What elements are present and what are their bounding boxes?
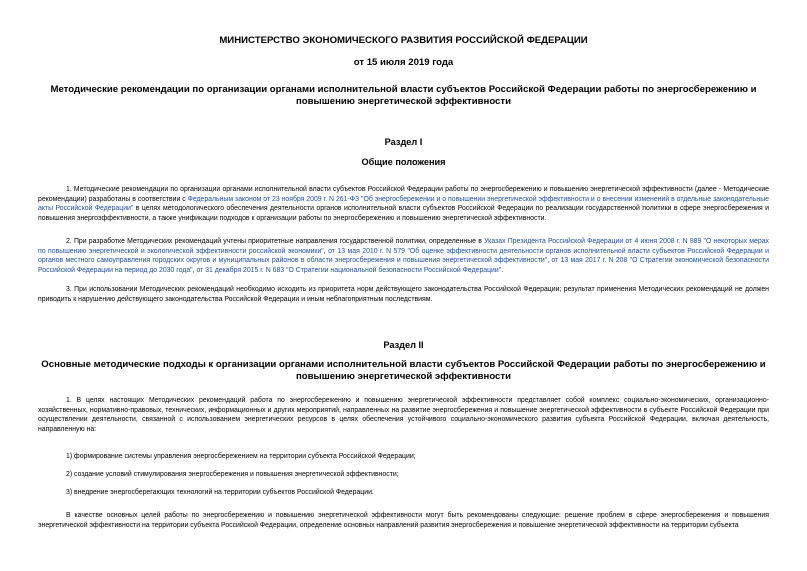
document-date: от 15 июля 2019 года (353, 57, 454, 68)
paragraph-text: , (547, 257, 552, 265)
list-item-3 (38, 488, 769, 498)
paragraph-text: 3. При использовании Методических рекомендаций необходимо исходить из приоритета норм действующего законодательства Российской Федерации; результат применения Методических рекомендаций не должен приводить к нарушению действующего законодательства Российской Федерации и иным неблагоприятным последствиям. (38, 286, 769, 303)
paragraph-text: 2) создание условий стимулирования энергосбережения и повышения энергетической эффективности; (66, 471, 399, 478)
paragraph-text: 3) внедрение энергосберегающих технологий на территории субъектов Российской Федерации. (66, 489, 374, 496)
paragraph-text: 1. В целях настоящих Методических рекомендаций работа по энергосбережению и повышению энергетической эффективности представляет собой комплекс социально-экономических, организационно-хозяйственных, нормативно-правовых, технических, информационных и других мероприятий, направленных на развитие энергосбережения и повышение энергетической эффективности в субъекте Российской Федерации при осуществлении деятельности, связанной с использованием энергетических ресурсов в целях обеспечения устойчивого социально-экономического развития субъекта Российской Федерации, включая деятельность, направленную на: (38, 397, 769, 433)
paragraph-1-1 (38, 185, 769, 223)
list-item-2 (38, 470, 769, 480)
paragraph-text: в целях методологического обеспечения деятельности органов исполнительной власти субъектов Российской Федерации по реализации государственной политики в сфере энергосбережения и повышения энергоэффективности, а также унификации подходов к организации работы по энергосбережению и повышению энергетической эффективности. (38, 205, 769, 222)
paragraph-2-goals (38, 511, 769, 530)
paragraph-text: , (323, 247, 329, 255)
paragraph-text: . (501, 266, 504, 274)
section-2-label: Раздел II (383, 340, 424, 350)
paragraph-text: , (192, 266, 197, 274)
section-1-label: Раздел I (384, 137, 423, 147)
decree-link-579[interactable]: от 13 мая 2010 г. N 579 "Об оценке эффективности деятельности органов исполнительной власти субъектов Российской Федерации и органов местного самоуправления городских округов и муниципальных районов в области энергосбережения и повышения энергетической эффективности" (38, 247, 769, 265)
law-link[interactable]: Федеральным законом от 23 ноября 2009 г. N 261-ФЗ "Об энергосбережении и о повышении энергетической эффективности и о внесении изменений в отдельные законодательные акты Российской Федерации" (38, 195, 769, 213)
ministry-heading: МИНИСТЕРСТВО ЭКОНОМИЧЕСКОГО РАЗВИТИЯ РОССИЙСКОЙ ФЕДЕРАЦИИ (219, 35, 588, 46)
paragraph-text: 1. Методические рекомендации по организации органами исполнительной власти субъектов Российской Федерации работы по энергосбережению и повышению энергетической эффективности (далее - Методические рекомендации) разработаны в соответствии с (38, 186, 769, 203)
paragraph-1-3 (38, 285, 769, 304)
paragraph-1-2 (38, 237, 769, 275)
decree-link-889[interactable]: Указах Президента Российской Федерации от 4 июня 2008 г. N 889 "О некоторых мерах по повышению энергетической и экологической эффективности российской экономики" (38, 238, 769, 255)
paragraph-text: 1) формирование системы управления энергосбережением на территории субъекта Российской Федерации; (66, 453, 416, 460)
decree-link-683[interactable]: от 31 декабря 2015 г. N 683 "О Стратегии национальной безопасности Российской Федерации" (196, 266, 502, 274)
section-2-title: Основные методические подходы к организации органами исполнительной власти субъектов Российской Федерации работы по энергосбережению и повышению энергетической эффективности (41, 359, 766, 382)
section-1-title: Общие положения (361, 157, 446, 167)
paragraph-2-1 (38, 396, 769, 434)
decree-link-208[interactable]: от 13 мая 2017 г. N 208 "О Стратегии экономической безопасности Российской Федерации на период до 2030 года" (38, 257, 769, 274)
paragraph-text: В качестве основных целей работы по энергосбережению и повышению энергетической эффективности могут быть рекомендованы следующие: решение проблем в сфере энергосбережения и повышения энергетической эффективности на территории субъекта Российской Федерации, определение основных направлений развития энергосбережения и повышение энергетической эффективности на территории субъекта (38, 512, 769, 529)
paragraph-text: 2. При разработке Методических рекомендаций учтены приоритетные направления государственной политики, определенные в (66, 238, 485, 245)
list-item-1 (38, 452, 769, 462)
document-title: Методические рекомендации по организации органами исполнительной власти субъектов Российской Федерации работы по энергосбережению и повышению энергетической эффективности (50, 84, 757, 107)
